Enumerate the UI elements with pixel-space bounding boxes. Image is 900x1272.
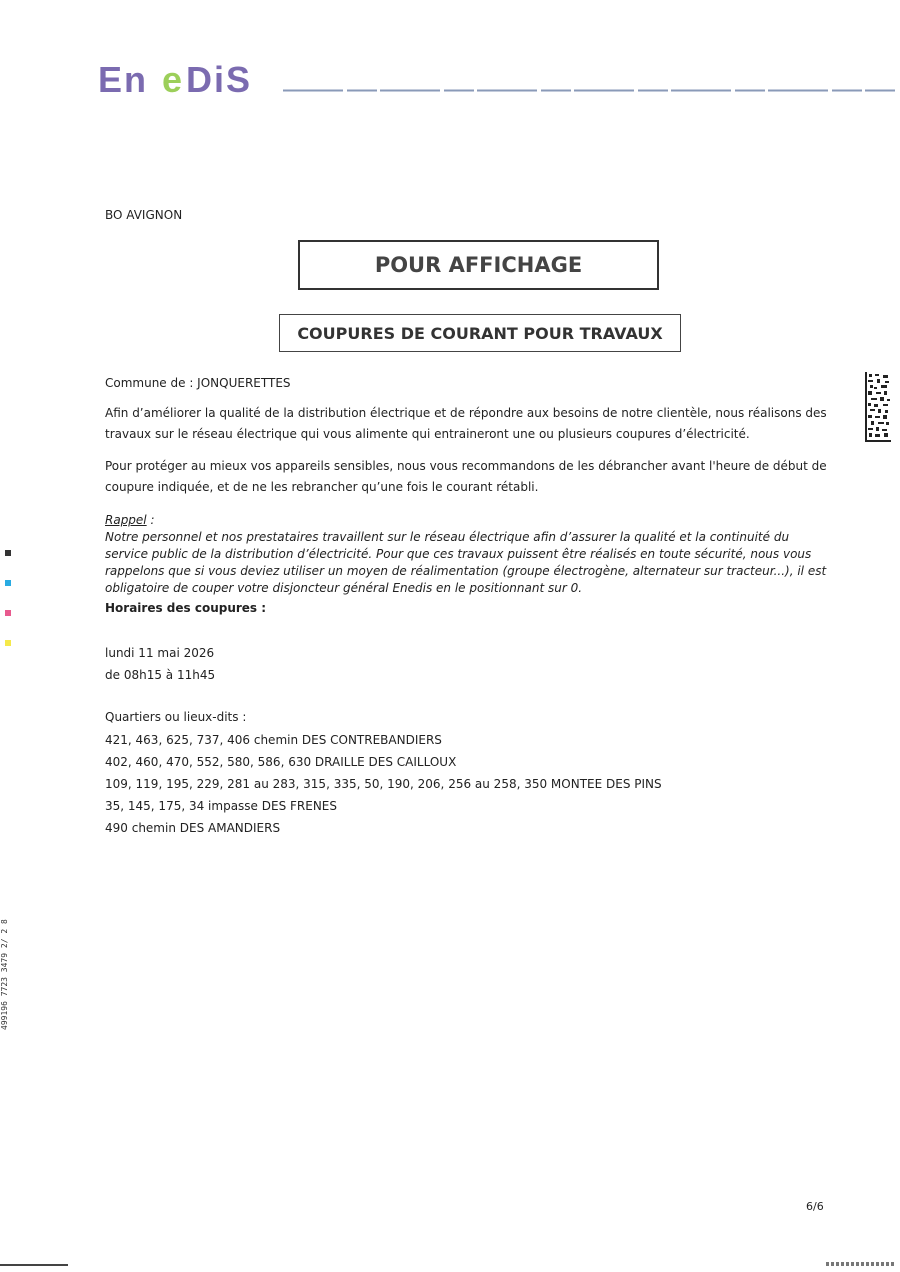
bottom-rule-left <box>0 1264 68 1266</box>
list-item: 402, 460, 470, 552, 580, 586, 630 DRAILLE DES CAILLOUX <box>105 755 457 769</box>
side-tracking-code: 499196 7723 3479 2/ 2 8 <box>0 919 9 1030</box>
svg-text:DiS: DiS <box>186 60 253 100</box>
intro-paragraph: Afin d’améliorer la qualité de la distribution électrique et de répondre aux besoins de notre clientèle, nous réalisons des travaux sur le réseau électrique qui vous alimente qui entraineront une ou plusieurs coupures d’électricité. <box>105 406 827 441</box>
quartiers-title: Quartiers ou lieux-dits : <box>105 710 247 724</box>
rappel-block <box>105 512 830 597</box>
registration-mark-yellow <box>5 640 11 646</box>
commune-line: Commune de : JONQUERETTES <box>105 376 291 390</box>
svg-text:e: e <box>162 60 183 100</box>
schedule-title: Horaires des coupures : <box>105 601 267 615</box>
svg-text:En: En <box>98 60 149 100</box>
schedule-date: lundi 11 mai 2026 <box>105 646 215 660</box>
header-rule <box>283 89 895 92</box>
list-item: 421, 463, 625, 737, 406 chemin DES CONTREBANDIERS <box>105 733 442 747</box>
rappel-colon: : <box>146 513 155 527</box>
quartiers-list <box>105 729 662 839</box>
list-item: 35, 145, 175, 34 impasse DES FRENES <box>105 799 337 813</box>
enedis-logo <box>98 60 273 100</box>
page-number: 6/6 <box>806 1200 824 1213</box>
sender-label: BO AVIGNON <box>105 208 183 222</box>
datamatrix-icon <box>865 372 891 442</box>
registration-mark-magenta <box>5 610 11 616</box>
advice-paragraph: Pour protéger au mieux vos appareils sensibles, nous vous recommandons de les débrancher avant l'heure de début de coupure indiquée, et de ne les rebrancher qu’une fois le courant rétabli. <box>105 459 827 494</box>
registration-mark-black <box>5 550 11 556</box>
subject-title: COUPURES DE COURANT POUR TRAVAUX <box>297 323 663 343</box>
registration-mark-cyan <box>5 580 11 586</box>
bottom-rule-right <box>826 1262 896 1266</box>
display-notice-box <box>298 240 659 290</box>
rappel-text: Notre personnel et nos prestataires travaillent sur le réseau électrique afin d’assurer la qualité et la continuité du service public de la distribution d’électricité. Pour que ces travaux puissent être réalisés en toute sécurité, nous vous rappelons que si vous deviez utiliser un moyen de réalimentation (groupe électrogène, alternateur sur tracteur...), il est obligatoire de couper votre disjoncteur général Enedis en le positionnant sur 0. <box>105 530 827 595</box>
display-notice-title: POUR AFFICHAGE <box>374 253 583 277</box>
subject-box <box>279 314 681 352</box>
list-item: 109, 119, 195, 229, 281 au 283, 315, 335, 50, 190, 206, 256 au 258, 350 MONTEE DES PINS <box>105 777 662 791</box>
list-item: 490 chemin DES AMANDIERS <box>105 821 281 835</box>
schedule-times: de 08h15 à 11h45 <box>105 668 216 682</box>
rappel-label: Rappel <box>105 513 147 527</box>
enedis-logo-icon <box>98 60 273 100</box>
